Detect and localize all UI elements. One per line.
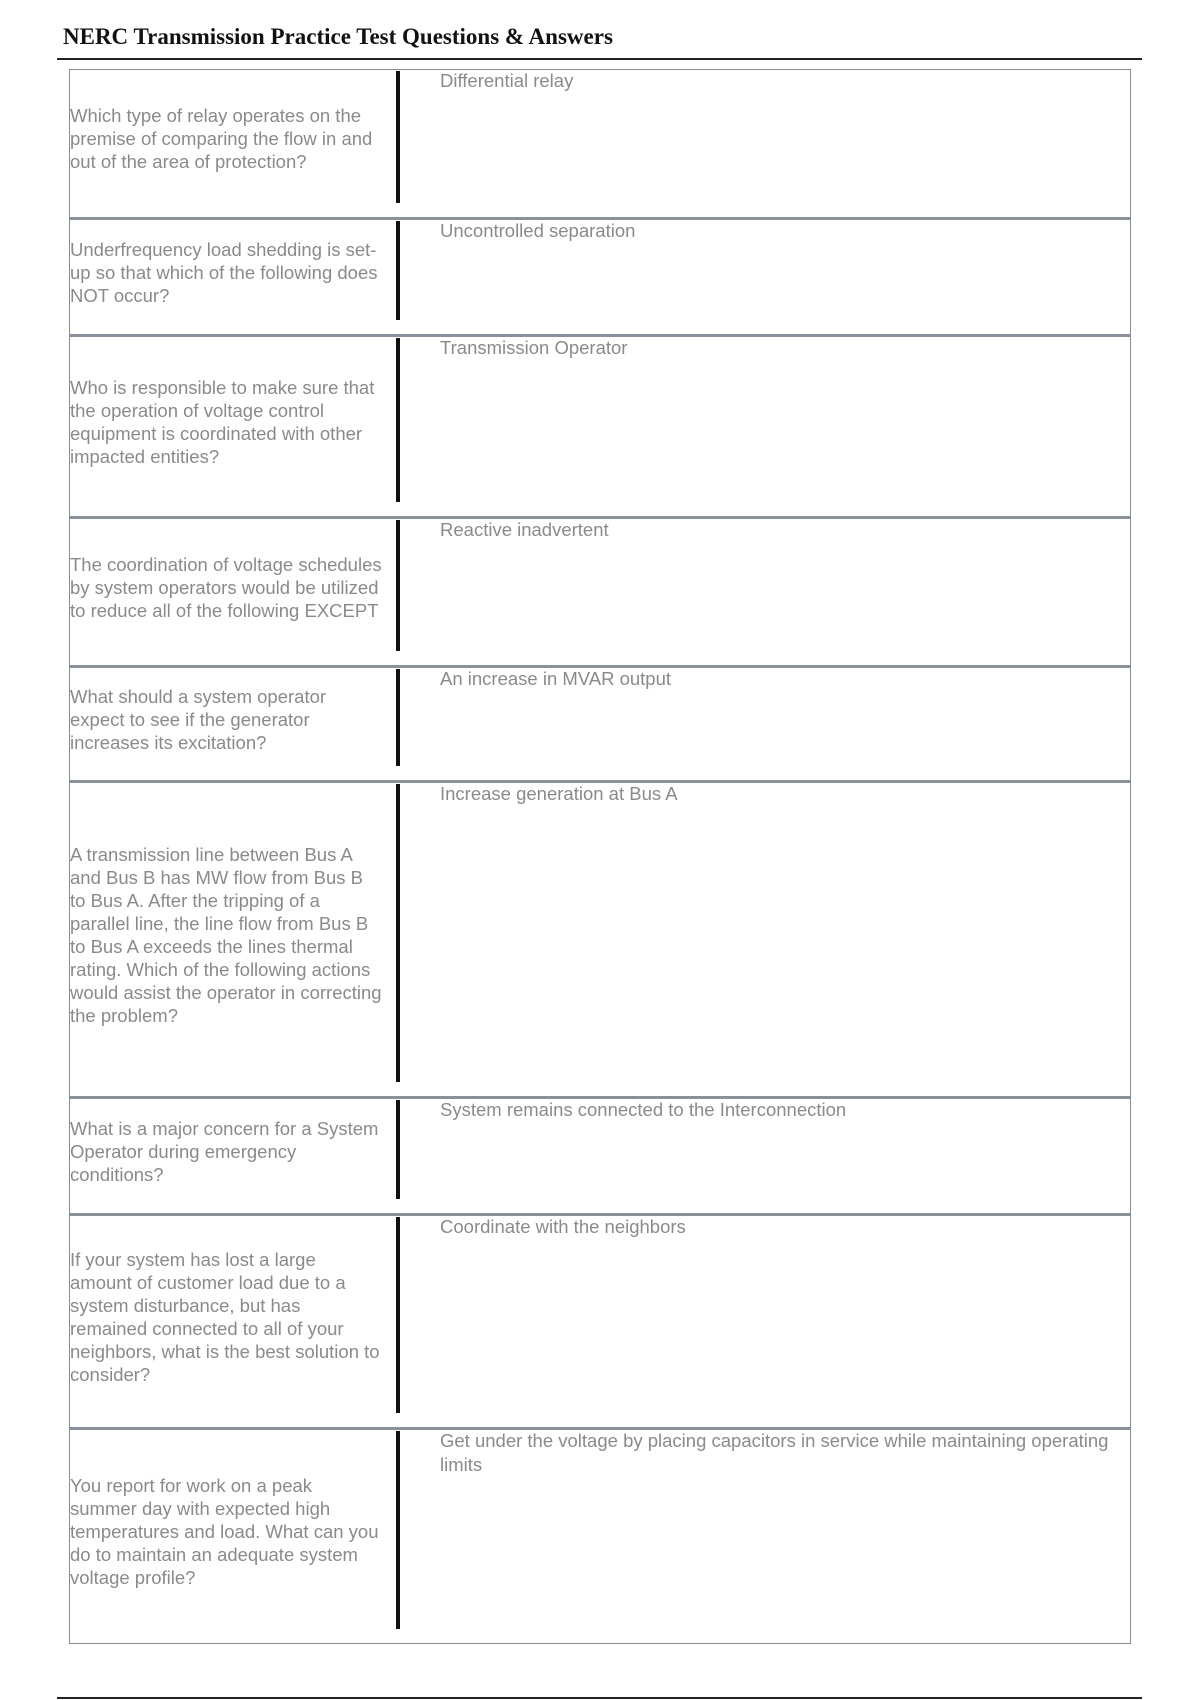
question-cell — [70, 668, 396, 780]
question-text: Underfrequency load shedding is set-up so that which of the following does NOT occur? — [70, 238, 378, 306]
qa-row — [70, 1213, 1130, 1427]
question-text: What should a system operator expect to see if the generator increases its excitation? — [70, 685, 327, 753]
answer-text: Coordinate with the neighbors — [440, 1216, 686, 1237]
answer-text: Transmission Operator — [440, 337, 628, 358]
question-cell — [70, 337, 396, 516]
qa-row — [70, 665, 1130, 780]
footer-rule — [57, 1697, 1142, 1699]
answer-text: System remains connected to the Interconnection — [440, 1099, 847, 1120]
answer-cell — [400, 70, 1130, 217]
qa-row — [70, 1427, 1130, 1643]
page-title: NERC Transmission Practice Test Questions & Answers — [63, 24, 613, 49]
answer-text: An increase in MVAR output — [440, 668, 672, 689]
qa-row — [70, 70, 1130, 217]
qa-table — [69, 69, 1131, 1644]
question-cell — [70, 1216, 396, 1427]
question-text: You report for work on a peak summer day with expected high temperatures and load. What can you do to maintain an adequate system voltage profile? — [70, 1475, 379, 1588]
question-cell — [70, 1430, 396, 1643]
qa-row — [70, 217, 1130, 334]
question-cell — [70, 519, 396, 665]
question-text: Who is responsible to make sure that the operation of voltage control equipment is coordinated with other impacted entities? — [70, 376, 375, 467]
answer-cell — [400, 783, 1130, 1096]
question-text: The coordination of voltage schedules by system operators would be utilized to reduce all of the following EXCEPT — [70, 553, 382, 621]
answer-cell — [400, 1099, 1130, 1213]
answer-text: Reactive inadvertent — [440, 519, 609, 540]
answer-cell — [400, 220, 1130, 334]
qa-row — [70, 334, 1130, 516]
question-cell — [70, 1099, 396, 1213]
question-text: Which type of relay operates on the premise of comparing the flow in and out of the area of protection? — [70, 105, 373, 172]
answer-cell — [400, 1216, 1130, 1427]
question-text: What is a major concern for a System Operator during emergency conditions? — [70, 1117, 379, 1185]
question-cell — [70, 783, 396, 1096]
answer-text: Differential relay — [440, 70, 574, 91]
answer-cell — [400, 668, 1130, 780]
question-cell — [70, 220, 396, 334]
question-text: A transmission line between Bus A and Bus B has MW flow from Bus B to Bus A. After the tripping of a parallel line, the line flow from Bus B to Bus A exceeds the lines thermal rating. Which of the following actions would assist the operator in correcting the problem? — [70, 843, 382, 1026]
answer-text: Uncontrolled separation — [440, 220, 636, 241]
answer-cell — [400, 519, 1130, 665]
qa-row — [70, 780, 1130, 1096]
qa-row — [70, 516, 1130, 665]
qa-row — [70, 1096, 1130, 1213]
question-cell — [70, 70, 396, 217]
answer-cell — [400, 337, 1130, 516]
answer-text: Increase generation at Bus A — [440, 783, 678, 804]
page-header — [57, 0, 1142, 60]
answer-text: Get under the voltage by placing capacitors in service while maintaining operating limits — [440, 1430, 1109, 1475]
question-text: If your system has lost a large amount of customer load due to a system disturbance, but has remained connected to all of your neighbors, what is the best solution to consider? — [70, 1248, 380, 1385]
answer-cell — [400, 1430, 1130, 1643]
